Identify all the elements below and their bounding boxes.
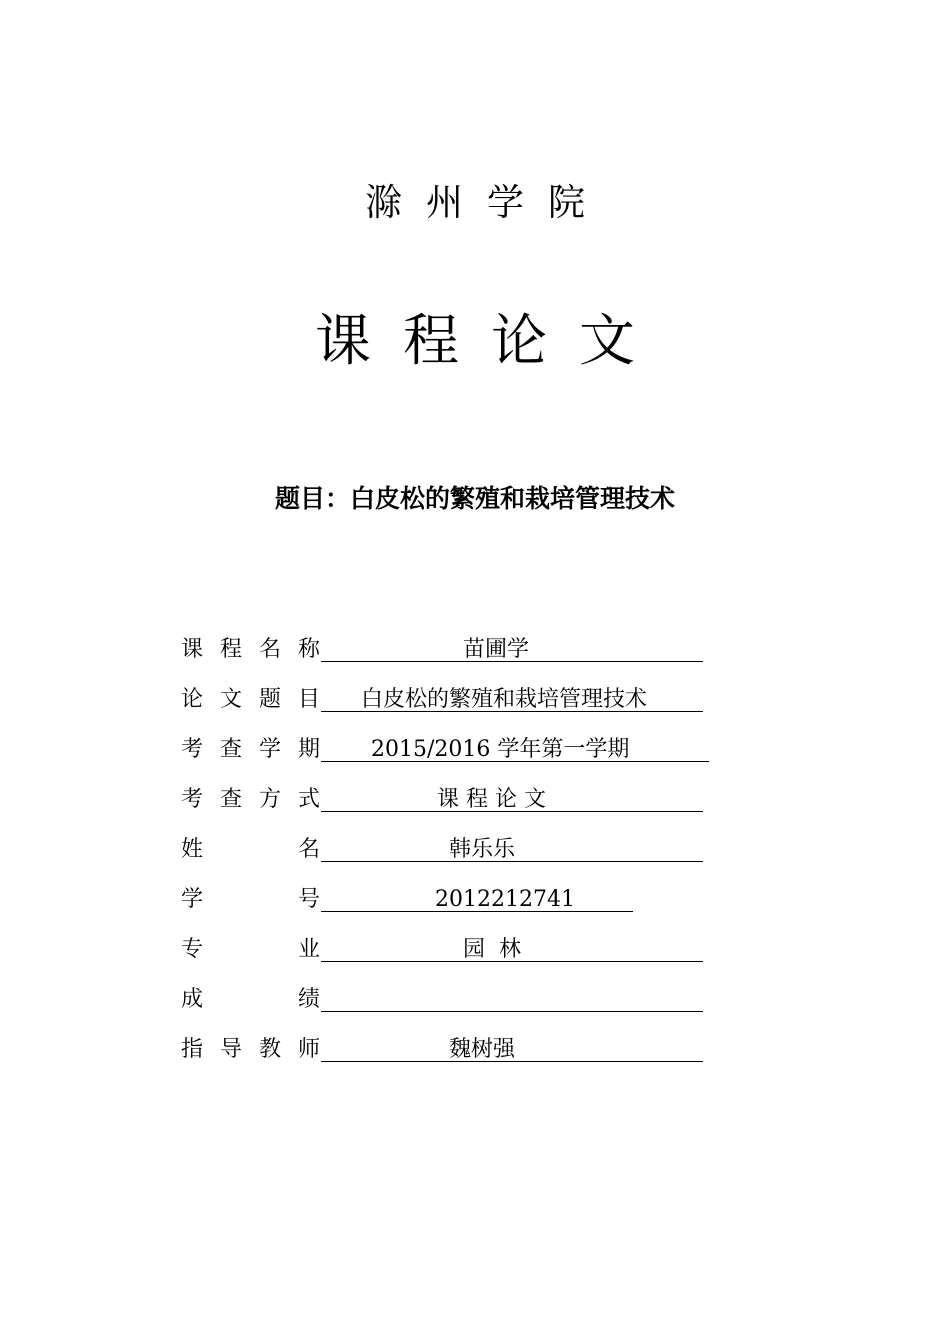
field-underline [321,730,709,762]
field-underline [321,780,703,812]
field-value: 课 程 论 文 [437,787,546,812]
field-label: 专 业 [181,937,321,962]
field-underline [321,680,703,712]
field-underline [321,1030,703,1062]
field-value: 园 林 [463,937,521,962]
topic-heading [0,478,950,520]
field-label: 课 程 名 称 [181,637,321,662]
field-value: 苗圃学 [463,637,530,662]
school-name: 滁州学院 [365,181,609,224]
field-value: 2012212741 [435,887,575,912]
field-value: 白皮松的繁殖和栽培管理技术 [361,687,648,712]
field-underline [321,830,703,862]
field-label: 论 文 题 目 [181,687,321,712]
field-label: 考 查 方 式 [181,787,321,812]
field-value: 魏树强 [449,1037,516,1062]
field-underline [321,980,703,1012]
field-value: 2015/2016 学年第一学期 [371,737,630,762]
field-underline [321,630,703,662]
field-label: 考 查 学 期 [181,737,321,762]
field-label: 姓 名 [181,837,321,862]
field-underline [321,880,633,912]
document-type-title: 课程论文 [315,309,667,374]
field-label: 成 绩 [181,987,321,1012]
topic-text: 白皮松的繁殖和栽培管理技术 [350,484,676,513]
field-label: 指 导 教 师 [181,1037,321,1062]
field-underline [321,930,703,962]
topic-label: 题目： [274,484,350,513]
field-label: 学 号 [181,887,321,912]
field-value: 韩乐乐 [449,837,516,862]
